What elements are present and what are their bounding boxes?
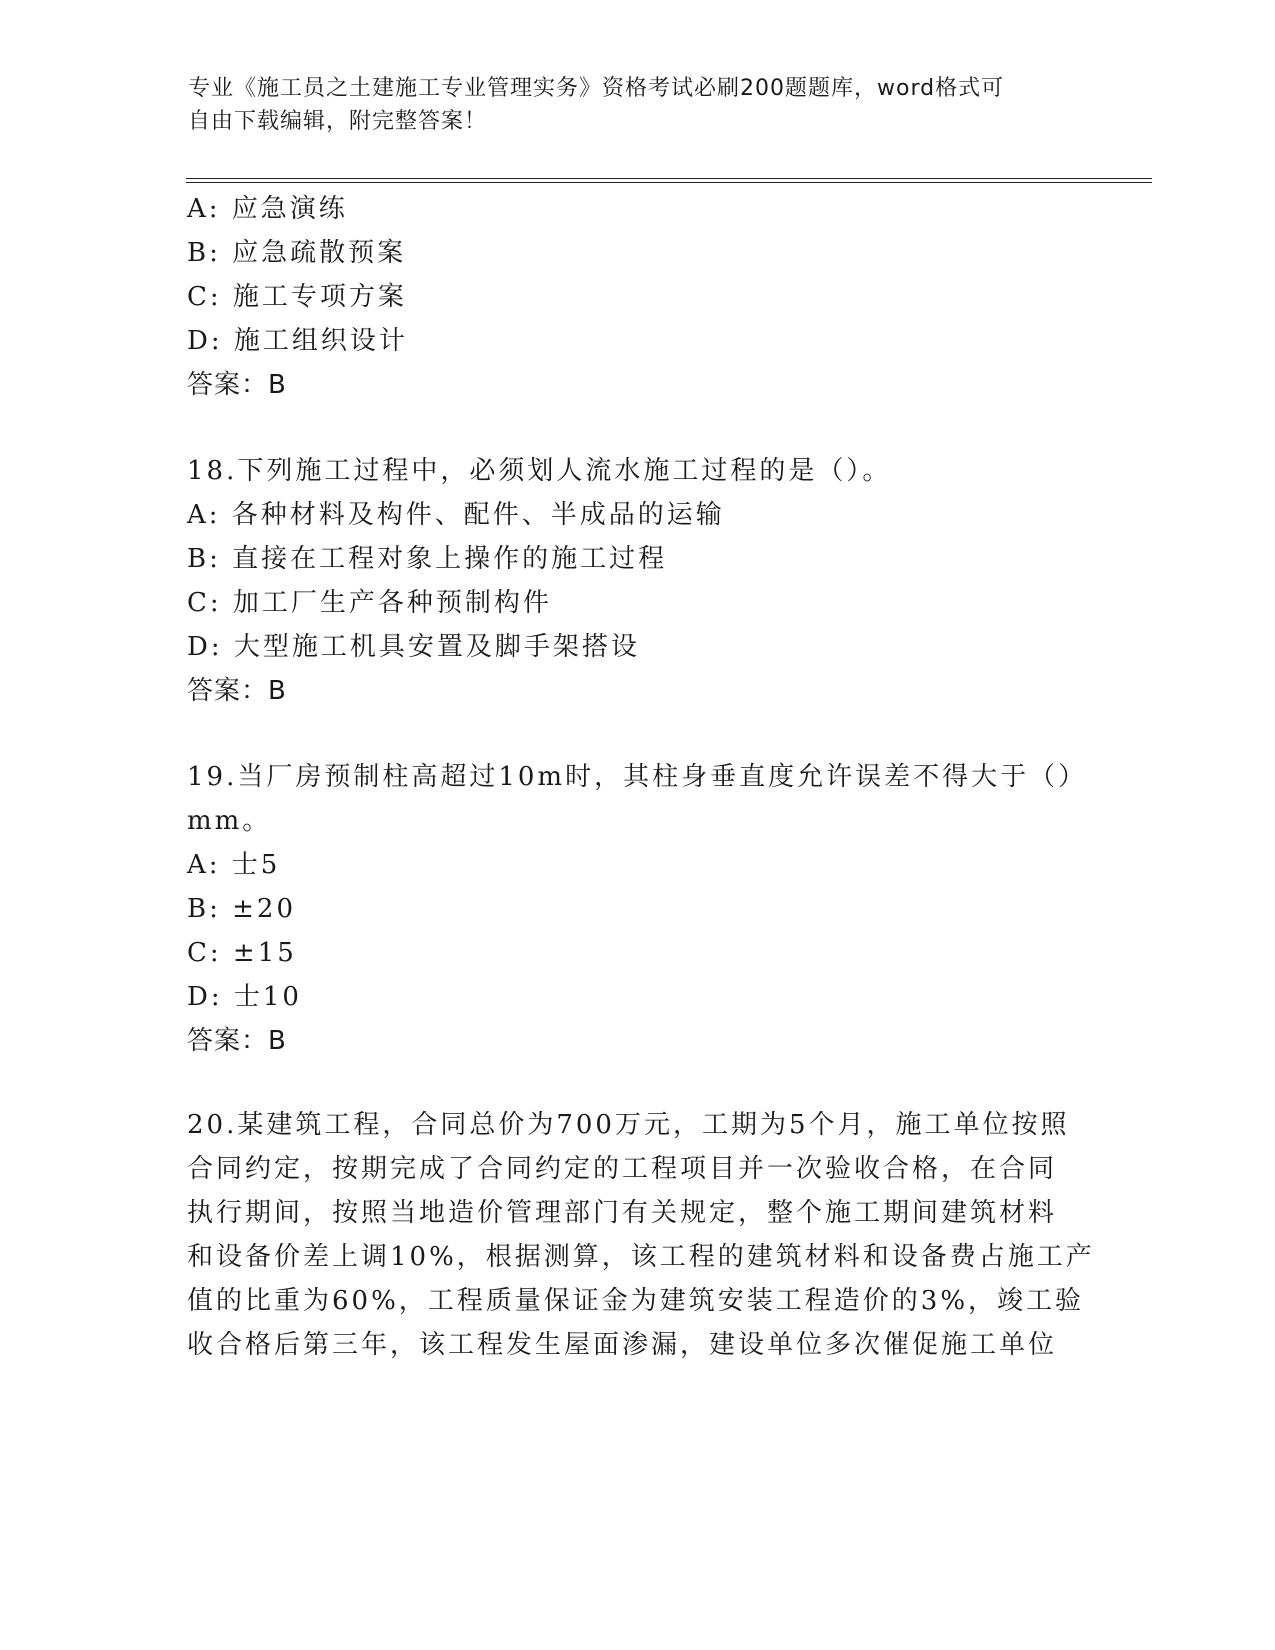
q17-option-c: C: 施工专项方案 [187, 282, 407, 312]
q18-option-a: A: 各种材料及构件、配件、半成品的运输 [187, 500, 725, 530]
q18-stem: 18.下列施工过程中，必须划人流水施工过程的是（）。 [187, 456, 892, 486]
q17-option-d: D: 施工组织设计 [187, 326, 408, 356]
q18-answer: 答案：B [187, 676, 287, 706]
q20-line-4: 和设备价差上调10%，根据测算，该工程的建筑材料和设备费占施工产 [187, 1242, 1095, 1272]
header-divider-top [186, 178, 1152, 179]
document-header [188, 72, 1088, 138]
q20-line-3: 执行期间，按照当地造价管理部门有关规定，整个施工期间建筑材料 [187, 1198, 1058, 1228]
q19-option-c: C: ±15 [187, 938, 297, 968]
q19-option-d: D: 士10 [187, 982, 302, 1012]
header-divider-bottom [186, 182, 1152, 183]
q19-option-a: A: 士5 [187, 850, 281, 880]
q19-stem-line-2: mm。 [187, 806, 272, 836]
q20-line-5: 值的比重为60%，工程质量保证金为建筑安装工程造价的3%，竣工验 [187, 1286, 1085, 1316]
q20-line-6: 收合格后第三年，该工程发生屋面渗漏，建设单位多次催促施工单位 [187, 1330, 1058, 1360]
q19-option-b: B: ±20 [187, 894, 296, 924]
q19-answer: 答案：B [187, 1026, 287, 1056]
q20-line-1: 20.某建筑工程，合同总价为700万元，工期为5个月，施工单位按照 [187, 1110, 1070, 1140]
q20-line-2: 合同约定，按期完成了合同约定的工程项目并一次验收合格，在合同 [187, 1154, 1058, 1184]
header-line-2: 自由下载编辑，附完整答案！ [188, 109, 488, 134]
q18-option-d: D: 大型施工机具安置及脚手架搭设 [187, 632, 640, 662]
q19-stem-line-1: 19.当厂房预制柱高超过10m时，其柱身垂直度允许误差不得大于（） [187, 762, 1088, 792]
header-line-1: 专业《施工员之土建施工专业管理实务》资格考试必刷200题题库，word格式可 [188, 76, 1005, 101]
q18-option-b: B: 直接在工程对象上操作的施工过程 [187, 544, 668, 574]
q17-answer: 答案：B [187, 370, 287, 400]
q17-option-a: A: 应急演练 [187, 194, 348, 224]
q18-option-c: C: 加工厂生产各种预制构件 [187, 588, 552, 618]
q17-option-b: B: 应急疏散预案 [187, 238, 407, 268]
